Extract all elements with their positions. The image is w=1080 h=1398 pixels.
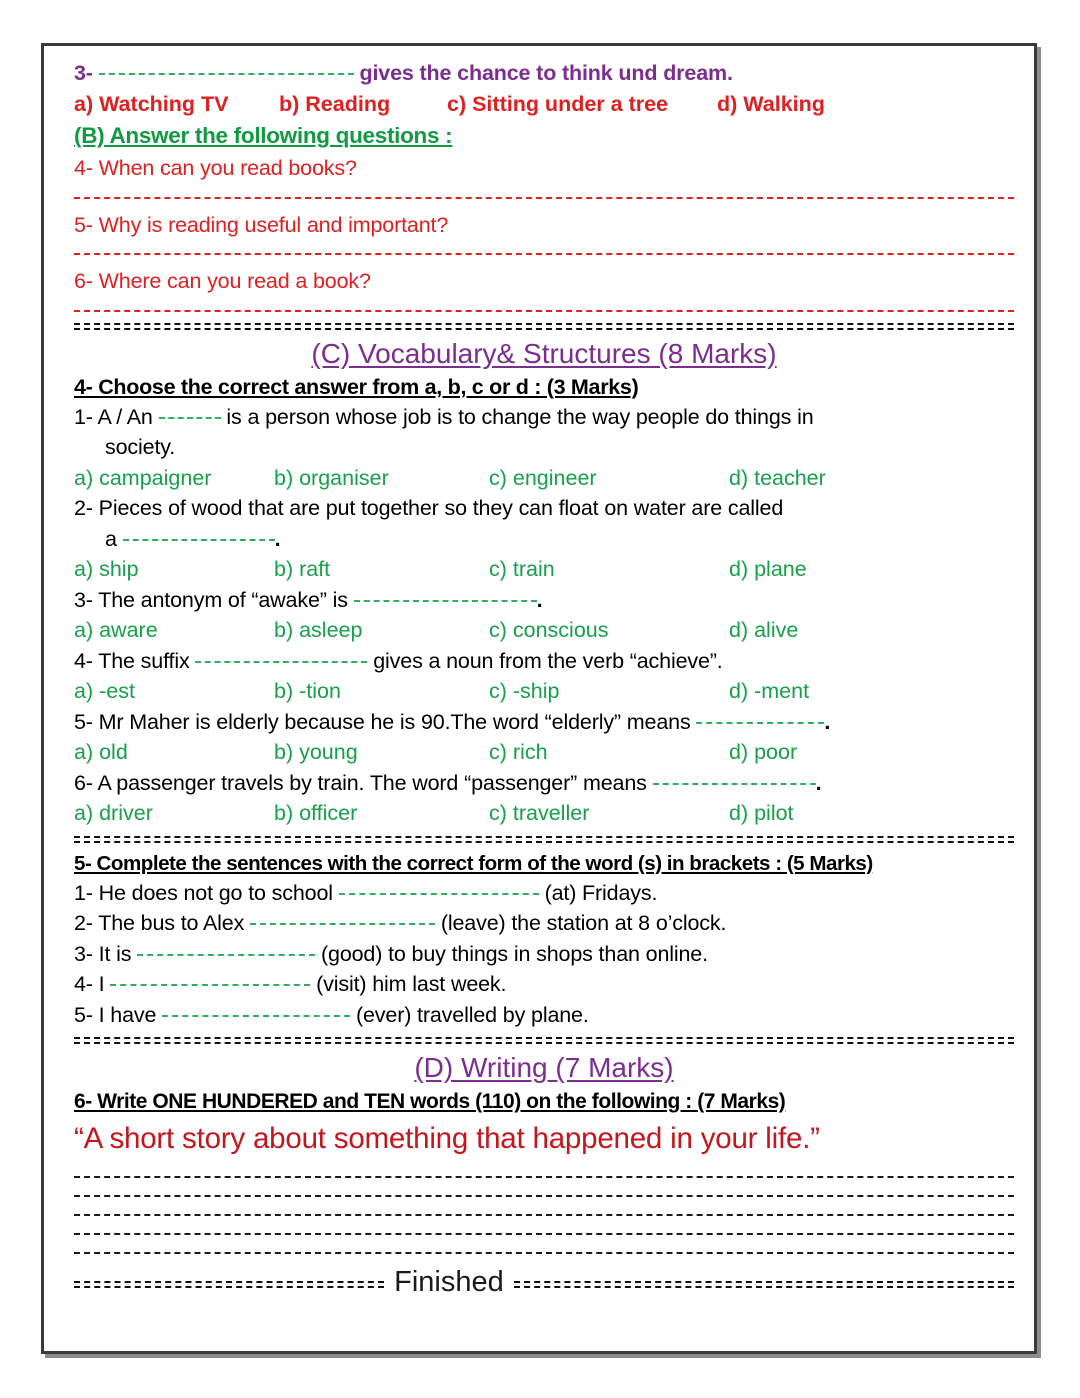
option-d[interactable]: d) poor	[729, 740, 798, 764]
option-c[interactable]: c) rich	[489, 740, 548, 764]
cs-2-before: 2- The bus to Alex	[74, 911, 245, 935]
section-c-q4-heading: 4- Choose the correct answer from a, b, c or d : (3 Marks)	[74, 374, 639, 399]
mcq-3-stem: 3- The antonym of “awake” is .	[74, 587, 543, 612]
option-d[interactable]: d) Walking	[717, 91, 825, 116]
mcq-3-stem-before: 3- The antonym of “awake” is	[74, 587, 348, 612]
option-b[interactable]: b) -tion	[274, 679, 341, 703]
section-b-question-6: 6- Where can you read a book?	[74, 269, 371, 293]
finished-dash-left	[74, 1281, 384, 1288]
option-b[interactable]: b) young	[274, 740, 358, 764]
writing-answer-line-2[interactable]	[74, 1195, 1014, 1197]
mcq-6-options	[74, 798, 1014, 829]
question-3-blank	[99, 73, 354, 75]
cs-1-before: 1- He does not go to school	[74, 880, 333, 905]
answer-line-q4[interactable]	[74, 197, 1014, 199]
mcq-2-stem: 2- Pieces of wood that are put together so they can float on water are called	[74, 496, 784, 520]
mcq-1-blank	[159, 417, 221, 419]
separator-1	[74, 323, 1014, 330]
mcq-1-stem-after: is a person whose job is to change the way people do things in	[226, 404, 814, 429]
cs-1-blank[interactable]	[339, 893, 539, 895]
cs-3-after: (good) to buy things in shops than online.	[321, 941, 708, 966]
cs-5-after: (ever) travelled by plane.	[355, 1002, 589, 1027]
question-3-stem	[74, 58, 1014, 89]
option-a[interactable]: a) ship	[74, 557, 139, 581]
cs-3-blank[interactable]	[137, 954, 315, 956]
mcq-4-stem	[74, 646, 1014, 677]
section-b-heading: (B) Answer the following questions :	[74, 123, 453, 148]
mcq-5-blank	[696, 722, 824, 724]
cs-3-before: 3- It is	[74, 941, 132, 966]
mcq-1-stem	[74, 402, 1014, 433]
option-c[interactable]: c) traveller	[489, 801, 590, 825]
cs-2-blank[interactable]	[250, 923, 435, 925]
option-b[interactable]: b) asleep	[274, 618, 363, 642]
question-3-options	[74, 89, 1014, 120]
complete-sentence-1	[74, 878, 1014, 909]
option-c[interactable]: c) Sitting under a tree	[447, 91, 669, 116]
mcq-6-blank	[653, 783, 816, 785]
cs-5-blank[interactable]	[162, 1015, 350, 1017]
option-a[interactable]: a) driver	[74, 801, 153, 825]
option-a[interactable]: a) aware	[74, 618, 158, 642]
mcq-1-stem-before: 1- A / An	[74, 404, 153, 429]
writing-answer-line-3[interactable]	[74, 1214, 1014, 1216]
cs-2-after: (leave) the station at 8 o’clock.	[440, 911, 727, 935]
finished-dash-right	[514, 1281, 1014, 1288]
cs-5-before: 5- I have	[74, 1002, 157, 1027]
option-c[interactable]: c) -ship	[489, 679, 560, 703]
mcq-5-stem: 5- Mr Maher is elderly because he is 90.The word “elderly” means .	[74, 709, 831, 734]
section-b-question-4: 4- When can you read books?	[74, 156, 357, 180]
cs-4-after: (visit) him last week.	[316, 972, 507, 996]
cs-1-after: (at) Fridays.	[544, 880, 658, 905]
option-a[interactable]: a) Watching TV	[74, 91, 229, 116]
option-b[interactable]: b) Reading	[279, 91, 391, 116]
mcq-5-options	[74, 737, 1014, 768]
writing-prompt: “A short story about something that happened in your life.”	[74, 1122, 820, 1155]
mcq-6-stem: 6- A passenger travels by train. The word “passenger” means .	[74, 770, 822, 795]
section-c-title: (C) Vocabulary& Structures (8 Marks)	[311, 337, 777, 369]
mcq-2-stem-wrap-text: a	[105, 526, 117, 551]
section-b-question-5: 5- Why is reading useful and important?	[74, 212, 449, 237]
mcq-5-stem-before: 5- Mr Maher is elderly because he is 90.The word “elderly” means	[74, 709, 691, 734]
question-3-number: 3-	[74, 61, 93, 85]
separator-2	[74, 836, 1014, 843]
mcq-4-stem-before: 4- The suffix	[74, 648, 190, 673]
mcq-2-blank	[123, 539, 275, 541]
option-d[interactable]: d) plane	[729, 557, 807, 581]
option-b[interactable]: b) organiser	[274, 465, 389, 490]
complete-sentence-3	[74, 939, 1014, 970]
option-c[interactable]: c) engineer	[489, 465, 597, 490]
option-c[interactable]: c) train	[489, 557, 555, 581]
section-c-q5-heading: 5- Complete the sentences with the correct form of the word (s) in brackets : (5 Marks)	[74, 851, 873, 875]
option-c[interactable]: c) conscious	[489, 618, 609, 642]
mcq-4-options	[74, 676, 1014, 707]
option-d[interactable]: d) alive	[729, 618, 799, 642]
answer-line-q6[interactable]	[74, 310, 1014, 312]
option-b[interactable]: b) officer	[274, 801, 358, 825]
answer-line-q5[interactable]	[74, 253, 1014, 255]
writing-answer-line-1[interactable]	[74, 1176, 1014, 1178]
option-d[interactable]: d) pilot	[729, 801, 794, 825]
mcq-6-stem-before: 6- A passenger travels by train. The word “passenger” means	[74, 770, 647, 795]
mcq-2-stem-wrap: a .	[105, 526, 281, 551]
exam-page-frame	[41, 43, 1037, 1354]
finished-footer	[74, 1266, 1014, 1299]
option-d[interactable]: d) teacher	[729, 465, 826, 490]
mcq-1-options	[74, 463, 1014, 494]
option-a[interactable]: a) -est	[74, 679, 135, 703]
mcq-3-options	[74, 615, 1014, 646]
complete-sentence-4	[74, 969, 1014, 1000]
finished-label: Finished	[394, 1266, 504, 1298]
writing-answer-line-4[interactable]	[74, 1233, 1014, 1235]
mcq-2-options	[74, 554, 1014, 585]
separator-3	[74, 1037, 1014, 1044]
cs-4-blank[interactable]	[110, 984, 310, 986]
mcq-4-blank	[195, 661, 367, 663]
option-a[interactable]: a) old	[74, 740, 128, 764]
writing-answer-line-5[interactable]	[74, 1252, 1014, 1254]
exam-sheet-content	[74, 58, 1014, 1299]
question-3-text: gives the chance to think und dream.	[359, 61, 733, 85]
option-b[interactable]: b) raft	[274, 557, 331, 581]
option-d[interactable]: d) -ment	[729, 679, 810, 703]
option-a[interactable]: a) campaigner	[74, 465, 212, 490]
section-d-q6-heading: 6- Write ONE HUNDERED and TEN words (110) on the following : (7 Marks)	[74, 1090, 786, 1113]
complete-sentence-5	[74, 1000, 1014, 1031]
section-d-title: (D) Writing (7 Marks)	[414, 1052, 674, 1083]
mcq-3-blank	[354, 600, 537, 602]
mcq-4-stem-after: gives a noun from the verb “achieve”.	[373, 648, 723, 673]
mcq-1-stem-wrap: society.	[105, 435, 176, 459]
cs-4-before: 4- I	[74, 972, 105, 996]
complete-sentence-2	[74, 908, 1014, 939]
